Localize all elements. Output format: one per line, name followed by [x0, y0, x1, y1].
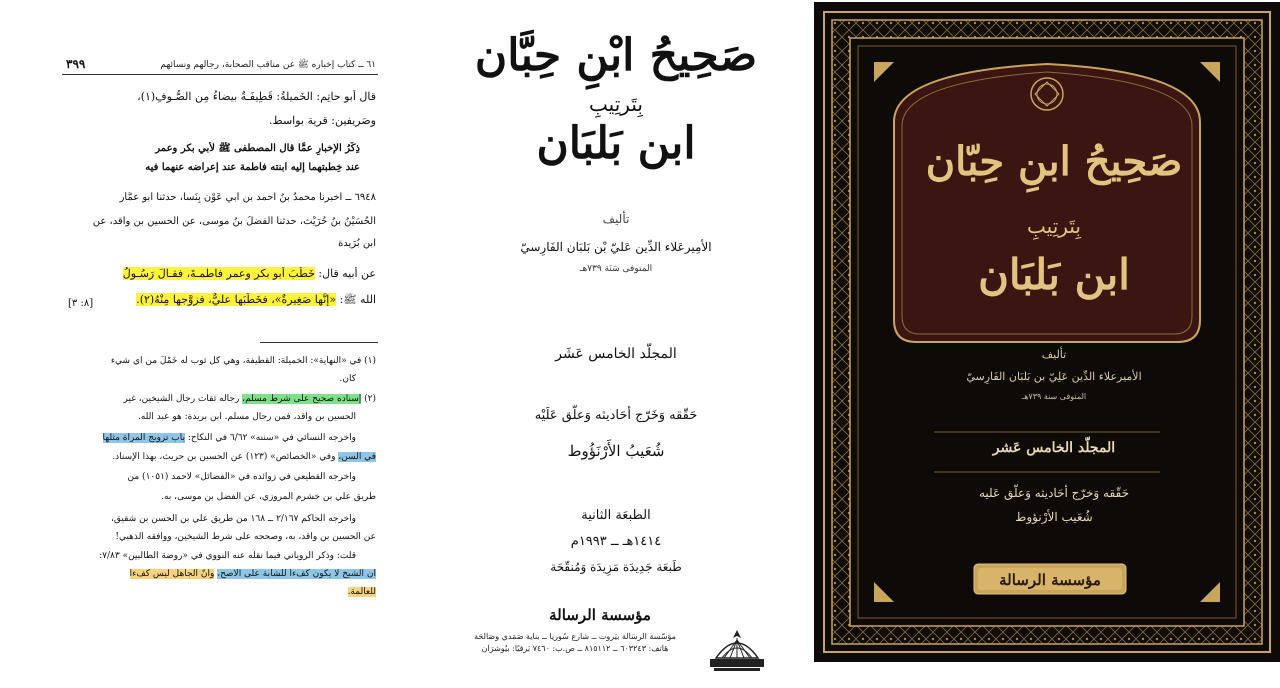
edition-note: طَبعَة جَدِيدَة مَزِيدَة وَمُنقّحَة [550, 560, 682, 574]
footnote-rule [260, 342, 378, 343]
footnote-text: رجاله ثقات رجال الشيخين، غير [123, 394, 240, 404]
cover-death-date: المتوفى سنة ٧٣٩هـ [1021, 392, 1087, 401]
footnote-line: كان. [339, 374, 356, 384]
footnote-line [50, 452, 376, 462]
cover-subtitle: بِتَرتِيبِ [1027, 214, 1081, 238]
hadith-line [50, 267, 376, 280]
footnote-line: وأخرجه القطيعي في زوائده في «الفضائل» لأحمد (١٠٥١) من [127, 472, 356, 482]
edition-year: ١٤١٤هـ ــ ١٩٩٣م [570, 534, 662, 549]
chapter-heading: عند خِطْبتهما إليه ابنته فاطمة عند إعراضه عنهما فيه [145, 162, 360, 173]
footnote-line [50, 569, 376, 579]
author-death-date: المتوفى سَنَة ٧٣٩هـ [579, 264, 653, 274]
highlighted-text-blue: في السن، [338, 452, 376, 462]
publisher-phone: هَاتف: ٦٠٣٢٤٣ ــ ٨١٥١١٢ ــ ص.ب: ٧٤٦٠ بَرقيًا: بيُوشرَان [481, 644, 669, 653]
reference-tag: [٨: ٣] [68, 298, 94, 309]
edition-label: الطبعَة الثانية [581, 508, 651, 523]
book-cover [814, 2, 1280, 662]
arranger-name: ابن بَلبَان [536, 118, 696, 169]
highlighted-text-orange: وأنَّ الجاهل ليس كفءاً [129, 569, 215, 579]
cover-publisher: مؤسسة الرسالة [999, 571, 1101, 589]
chapter-heading: ذِكْرُ الإخبارِ عمَّا قال المصطفى ﷺ لأبي بكر وعمر [155, 143, 360, 154]
header-rule [62, 74, 378, 75]
highlighted-text-blue: باب تزويج المرأة مثلها [102, 433, 185, 443]
footnote-line: وأخرجه الحاكم ٢/١٦٧ ــ ١٦٨ من طريق علي بن الحسن بن شقيق، [110, 514, 356, 524]
cover-title: صَحِيحُ ابنِ حِبّان [925, 138, 1183, 185]
cover-editor-credit: حَقّقه وَخرّج أحَاديثه وَعلّق عَليه [978, 486, 1130, 500]
cover-author: الأميرعلاء الدِّين عَلِيّ بن بَلبَان الفَارِسيّ [966, 370, 1142, 383]
text-line: قال أبو حاتِم: الخَميلةُ: قَطِيفَـةٌ بيضاءُ مِن الصُّـوفِ(١)، [137, 90, 376, 103]
hadith-lead: عن أبيه قال: [318, 267, 376, 280]
cover-arranger-name: ابن بَلبَان [978, 250, 1130, 299]
volume-label: المجلّد الخامس عَشَر [555, 346, 677, 362]
footnote-text: وأخرجه النسائي في «سننه» ٦/٦٢ في النكاح: [187, 433, 356, 443]
footnote-line [50, 394, 376, 404]
text-line: وصَرِيفين: قرية بواسط. [269, 114, 376, 127]
hadith-line [110, 293, 376, 309]
author-name: الأمِيرعَلاء الدِّين عَليّ بْن بَلبَان الفَارِسيّ [520, 240, 712, 254]
footnote-line [50, 433, 356, 443]
cover-ornament [814, 2, 1280, 662]
hadith-lead: الله ﷺ: [339, 293, 376, 306]
publisher-address: مؤسّسة الرسَالة بيَروت ــ شارع سُوريا ــ بناية صَمَدي وصَالحَة [474, 632, 676, 641]
footnote-number: (٢) [364, 394, 376, 404]
footnote-line [50, 587, 376, 597]
highlighted-text-yellow: خَطَبَ أبو بكرٍ وعمر فاطمـةَ، فقـالَ رَسُـولُ [122, 267, 315, 280]
publisher-name: مؤسسة الرسالة [549, 606, 651, 624]
footnote-line: قلت: وذكر الروياني فيما نقله عنه النووي في «روضة الطالبين» ٧/٨٣: [99, 551, 356, 561]
footnote-text: وفي «الخصائص» (١٢٣) عن الحسين بن حريث، بهذا الإسناد. [112, 452, 336, 462]
subtitle-bitartib: بِتَرتِيبِ [589, 92, 643, 116]
text-line: الحُسَيْنُ بنُ حُرَيْث، حدثنا الفضلُ بنُ موسى، عن الحسين بن واقد، عن [92, 216, 376, 227]
highlighted-text-orange: للعالمة. [347, 587, 376, 597]
footnote-line: (١) في «النهاية»: الخميلة: القطيفة، وهي كل ثوب له خَمْلٌ من أي شيء [110, 356, 376, 366]
book-page-scan [0, 0, 420, 688]
footnote-line: الحسين بن واقد، فمن رجال مسلم. ابن بريدة: هو عبد الله. [137, 412, 356, 422]
page-number: ٣٩٩ [66, 57, 86, 71]
text-line: ٦٩٤٨ ــ أخبرنا محمدُ بنُ أحمد بن أبي عَوْن بِنَسا، حدثنا أبو عمَّار [119, 192, 376, 203]
highlighted-text-yellow: «إنَّها صَغِيرةٌ»، فخَطَبَها عليٌّ، فزوَّجها مِنْهُ(٢). [136, 293, 337, 306]
footnote-line: طريق علي بن خشرم المروزي، عن الفضل بن موسى، به. [161, 492, 376, 502]
cover-talif-label: تأليف [1041, 348, 1067, 361]
title-page-scan [420, 0, 812, 688]
editor-credit: حَقّقه وَخَرّج أحَاديثه وَعلّق عَلَيْه [534, 408, 698, 423]
talif-label: تأليف [602, 212, 630, 226]
highlighted-text-green: إسناده صحيح على شرط مسلم، [242, 394, 362, 404]
editor-name: شُعَيبُ الأَرْنَؤُوط [567, 442, 665, 460]
cover-editor-name: شُعَيب الأرْنؤوط [1015, 510, 1093, 524]
highlighted-text-blue: أن الشيخ لا يكون كفءاً للشابة على الأصح، [217, 569, 376, 579]
text-line: ابن بُرَيدة [338, 238, 376, 249]
running-header: ٦١ ــ كتاب إخباره ﷺ عن مناقب الصحابة، رجالهم ونسائهم [160, 60, 376, 70]
book-title: صَحِيحُ ابْنِ حِبَّان [474, 30, 758, 81]
cover-volume: المجلّد الخامس عَشر [992, 440, 1116, 456]
publisher-logo-icon [706, 624, 768, 676]
footnote-line: عن الحسين بن واقد، به، وصححه على شرط الشيخين، ووافقه الذهبي! [115, 532, 376, 542]
